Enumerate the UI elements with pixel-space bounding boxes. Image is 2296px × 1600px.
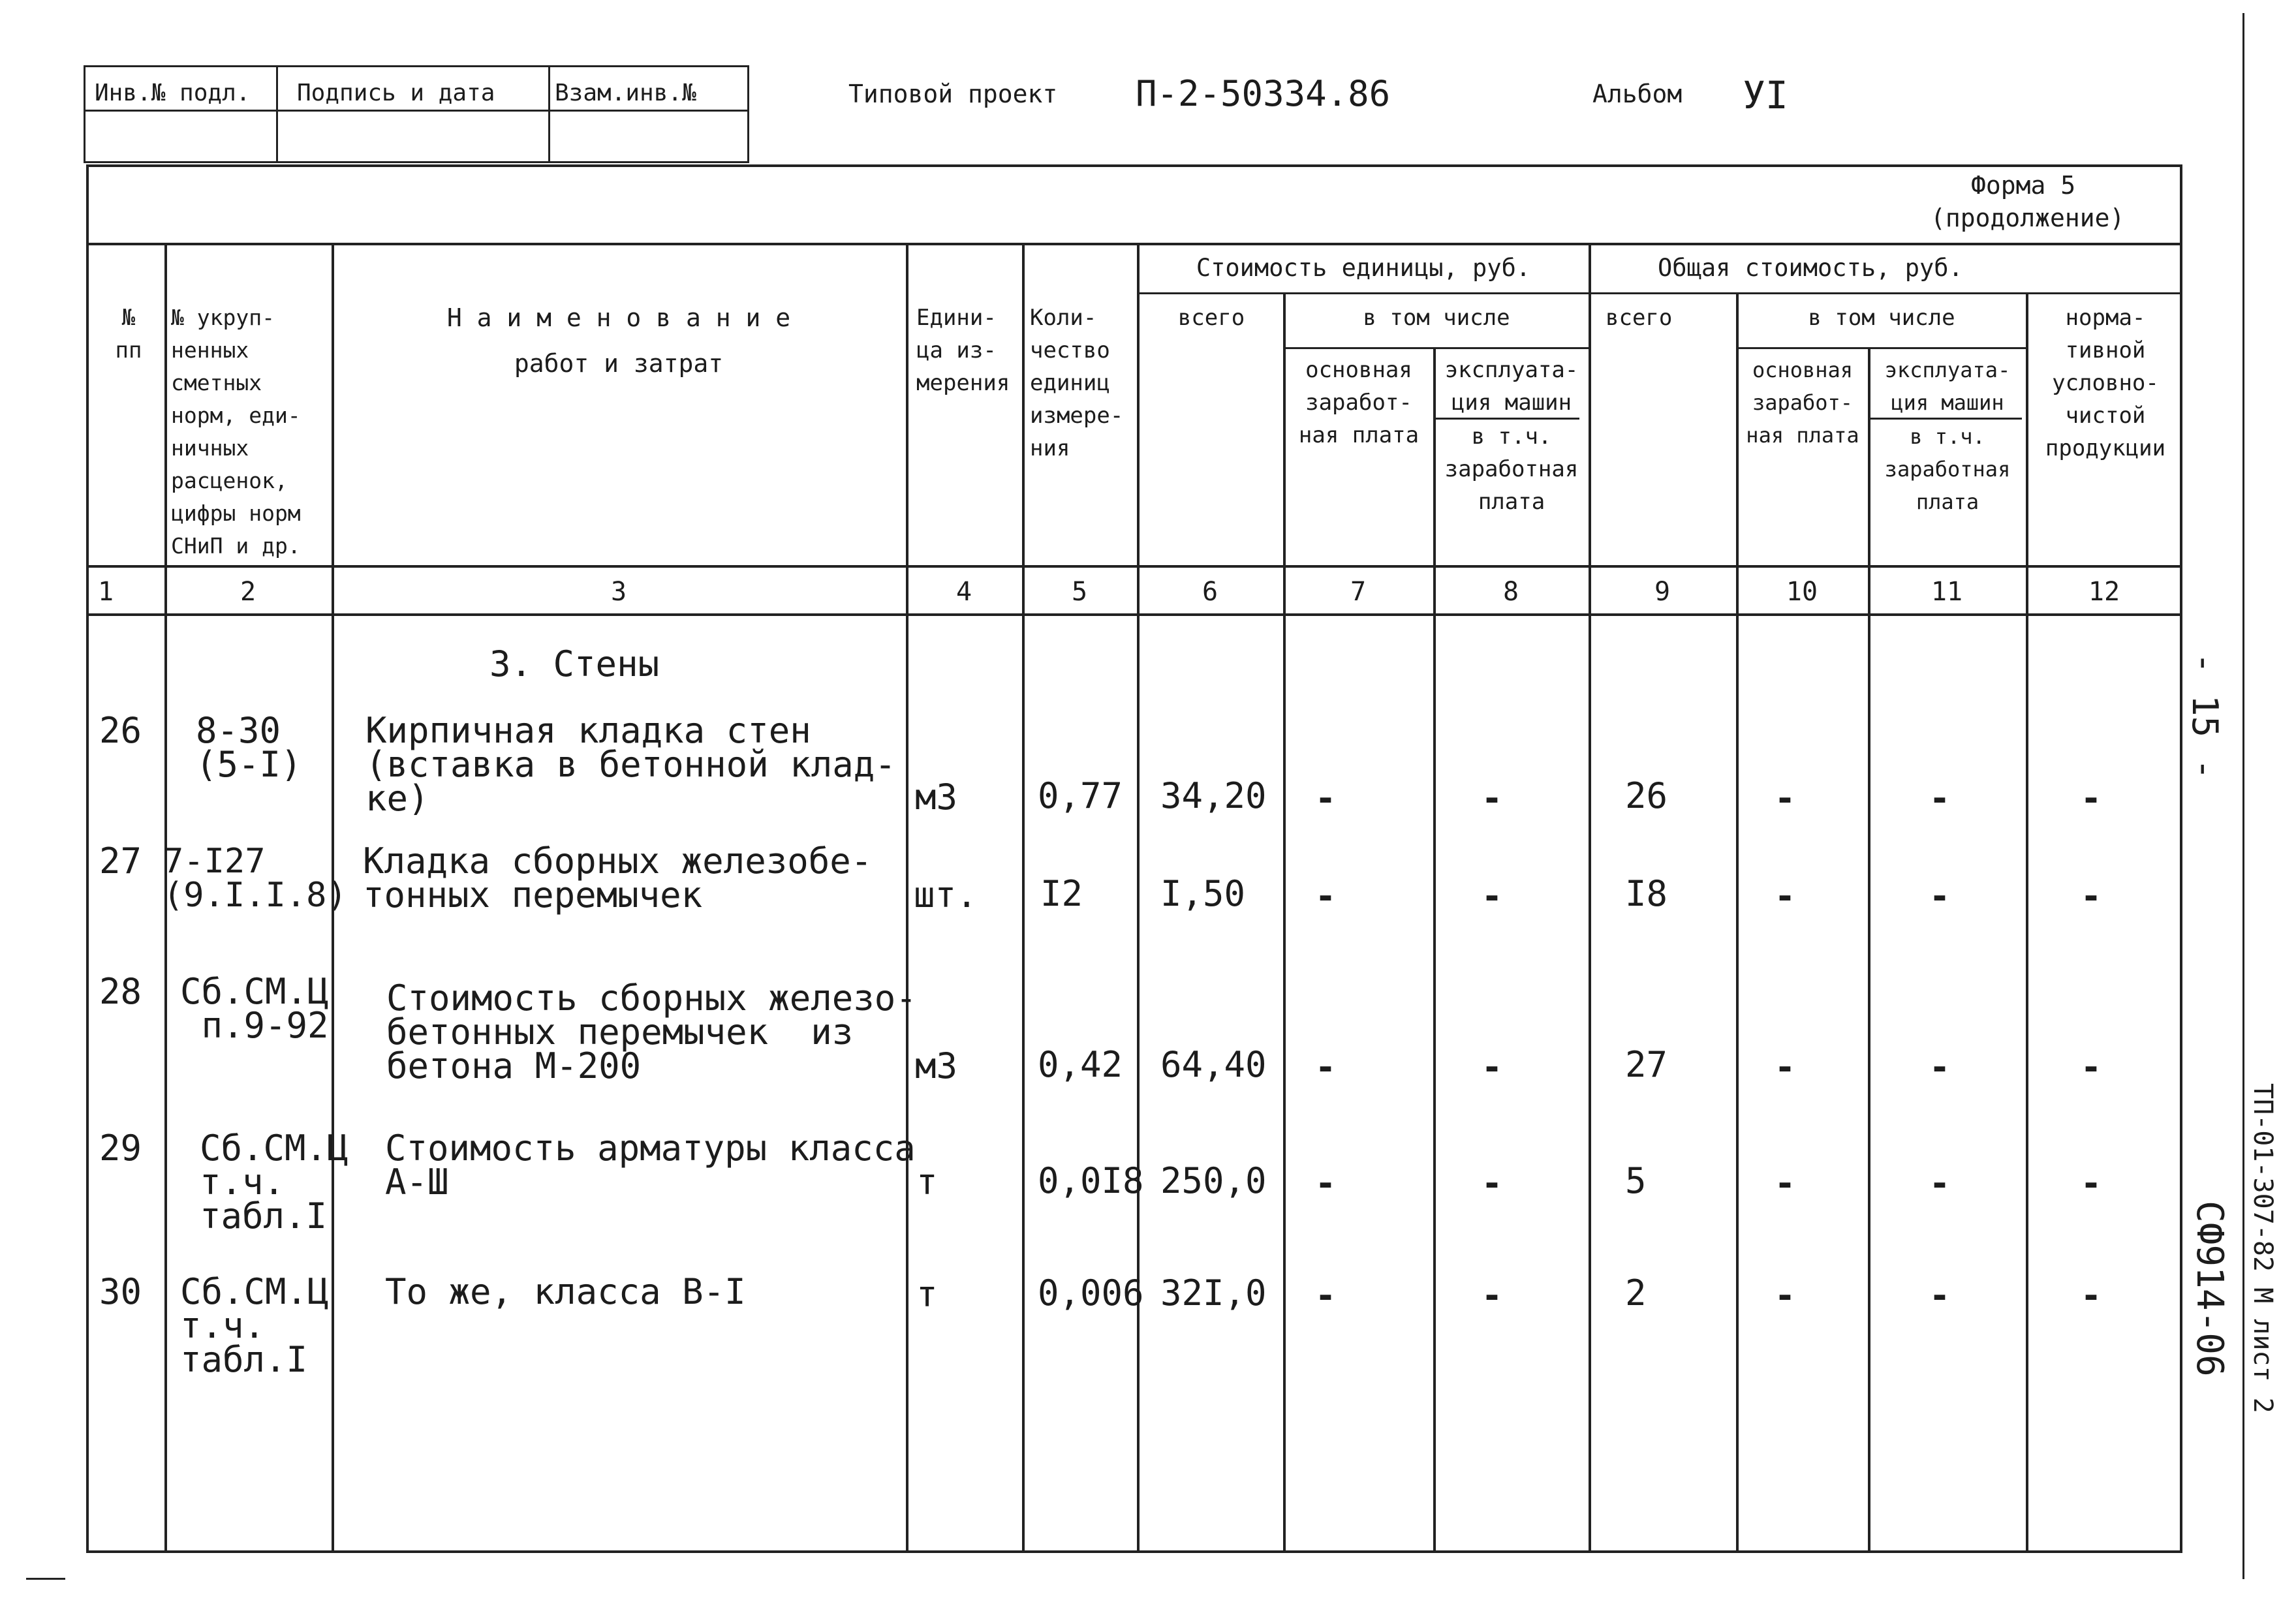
header-total-vsego: всего bbox=[1606, 305, 1673, 331]
row-unit: т bbox=[916, 1274, 938, 1315]
header-unit: Едини- ца из- мерения bbox=[916, 305, 1010, 396]
row-total: 26 bbox=[1625, 775, 1668, 816]
stamp-vzam-label: Взам.инв.№ bbox=[555, 80, 696, 106]
row-c10: - bbox=[1774, 778, 1796, 819]
row-qty: 0,42 bbox=[1038, 1044, 1123, 1085]
col-divider-5 bbox=[1137, 243, 1140, 1553]
row-qty: 0,006 bbox=[1038, 1272, 1144, 1314]
row-c11: - bbox=[1929, 778, 1951, 819]
row-c8: - bbox=[1481, 1275, 1503, 1316]
forma-label: Форма 5 bbox=[1971, 171, 2076, 200]
project-code: П-2-50334.86 bbox=[1136, 73, 1391, 114]
header-unit-vsego: всего bbox=[1177, 305, 1245, 331]
row-c8: - bbox=[1481, 1163, 1503, 1204]
column-number-12: 12 bbox=[2088, 577, 2120, 607]
row-total: 27 bbox=[1625, 1044, 1668, 1085]
row-unit-total: 250,0 bbox=[1160, 1160, 1267, 1201]
header-total-ekspl: эксплуата- ция машин bbox=[1884, 358, 2011, 415]
row-total: 5 bbox=[1625, 1160, 1647, 1201]
column-number-11: 11 bbox=[1931, 577, 1963, 607]
column-number-8: 8 bbox=[1502, 577, 1519, 607]
side-document-code: СФ914-06 bbox=[2188, 1201, 2231, 1377]
row-c11: - bbox=[1929, 1047, 1951, 1088]
row-c7: - bbox=[1314, 778, 1337, 819]
col-divider-4 bbox=[1022, 243, 1025, 1553]
bottom-left-mark bbox=[26, 1578, 65, 1580]
subgroup-rule-total bbox=[1736, 347, 2026, 349]
col-divider-10 bbox=[1868, 347, 1870, 1553]
row-total: I8 bbox=[1625, 873, 1668, 914]
row-unit-total: 34,20 bbox=[1160, 775, 1267, 816]
row-c12: - bbox=[2080, 778, 2102, 819]
row-unit: шт. bbox=[914, 874, 978, 915]
row-norm: 7-I27 (9.I.I.8) bbox=[163, 842, 347, 915]
header-unit-osnovnaya: основная заработ- ная плата bbox=[1298, 357, 1419, 448]
header-unit-zp: в т.ч. заработная плата bbox=[1444, 423, 1579, 515]
row-name: Стоимость сборных железо- бетонных перемычек из бетона М-200 bbox=[386, 977, 917, 1086]
row-c8: - bbox=[1481, 876, 1503, 917]
row-qty: 0,77 bbox=[1038, 775, 1123, 816]
col-divider-11 bbox=[2026, 292, 2028, 1553]
row-unit: м3 bbox=[915, 1045, 958, 1086]
row-c7: - bbox=[1314, 1275, 1337, 1316]
row-name: То же, класса В-I bbox=[385, 1271, 746, 1312]
row-norm: 8-30 (5-I) bbox=[196, 710, 302, 785]
stamp-inv-podl-label: Инв.№ подл. bbox=[95, 80, 251, 106]
row-unit: т bbox=[916, 1162, 938, 1203]
col-divider-3 bbox=[906, 243, 908, 1553]
row-name: Кирпичная кладка стен (вставка в бетонной клад- ке) bbox=[365, 710, 896, 819]
row-qty: I2 bbox=[1040, 873, 1083, 914]
header-total-osnovnaya: основная заработ- ная плата bbox=[1746, 358, 1859, 448]
row-c10: - bbox=[1774, 1163, 1796, 1204]
section-title: 3. Стены bbox=[489, 643, 660, 685]
header-name-sub: работ и затрат bbox=[514, 349, 724, 378]
row-unit-total: 64,40 bbox=[1160, 1044, 1267, 1085]
page-number: - 15 - bbox=[2184, 653, 2226, 780]
column-number-3: 3 bbox=[610, 577, 627, 607]
row-num: 27 bbox=[99, 840, 142, 882]
header-num: № пп bbox=[115, 305, 142, 363]
header-unit-cost-group: Стоимость единицы, руб. bbox=[1196, 254, 1531, 282]
header-name-title: Н а и м е н о в а н и е bbox=[446, 303, 791, 332]
col-divider-6 bbox=[1283, 292, 1286, 1553]
row-c12: - bbox=[2080, 1047, 2102, 1088]
col-divider-8 bbox=[1589, 243, 1591, 1553]
row-c10: - bbox=[1774, 876, 1796, 917]
forma-continuation: (продолжение) bbox=[1931, 204, 2125, 232]
column-number-5: 5 bbox=[1071, 577, 1088, 607]
column-number-9: 9 bbox=[1654, 577, 1671, 607]
row-c8: - bbox=[1481, 778, 1503, 819]
row-qty: 0,0I8 bbox=[1038, 1160, 1144, 1201]
col-divider-7 bbox=[1433, 347, 1436, 1553]
header-normativnoy: норма- тивной условно- чистой продукции bbox=[2045, 305, 2166, 461]
stamp-divider bbox=[84, 110, 749, 112]
row-num: 28 bbox=[99, 971, 142, 1012]
row-name: Стоимость арматуры класса А-Ш bbox=[385, 1128, 916, 1203]
column-number-6: 6 bbox=[1202, 577, 1218, 607]
row-c7: - bbox=[1314, 876, 1337, 917]
row-c11: - bbox=[1929, 876, 1951, 917]
row-c7: - bbox=[1314, 1047, 1337, 1088]
row-norm: Сб.СМ.Ц п.9-92 bbox=[180, 971, 329, 1046]
header-unit-ekspl: эксплуата- ция машин bbox=[1444, 357, 1579, 416]
header-total-v-tom-chisle: в том числе bbox=[1808, 305, 1955, 331]
side-sheet-reference: ТП-01-307-82 М лист 2 bbox=[2248, 1083, 2278, 1413]
row-total: 2 bbox=[1625, 1272, 1647, 1314]
header-unit-v-tom-chisle: в том числе bbox=[1363, 305, 1510, 331]
row-c10: - bbox=[1774, 1275, 1796, 1316]
header-top-rule bbox=[86, 243, 2182, 245]
col-divider-9 bbox=[1736, 292, 1739, 1553]
row-c7: - bbox=[1314, 1163, 1337, 1204]
column-number-4: 4 bbox=[955, 577, 972, 607]
row-unit-total: I,50 bbox=[1160, 873, 1246, 914]
row-c12: - bbox=[2080, 1275, 2102, 1316]
row-num: 29 bbox=[99, 1128, 142, 1169]
page-edge-line bbox=[2242, 13, 2244, 1579]
header-total-zp: в т.ч. заработная плата bbox=[1884, 424, 2011, 514]
row-norm: Сб.СМ.Ц т.ч. табл.I bbox=[180, 1271, 329, 1380]
header-norm: № укруп- ненных сметных норм, еди- ничных расценок, цифры норм СНиП и др. bbox=[171, 305, 301, 559]
row-c8: - bbox=[1481, 1047, 1503, 1088]
album-label: Альбом bbox=[1592, 80, 1683, 108]
column-number-7: 7 bbox=[1350, 577, 1367, 607]
row-num: 26 bbox=[99, 710, 142, 751]
stamp-podpis-label: Подпись и дата bbox=[297, 80, 495, 106]
header-total-cost-group: Общая стоимость, руб. bbox=[1658, 254, 1963, 282]
row-c11: - bbox=[1929, 1163, 1951, 1204]
header-qty: Коли- чество единиц измере- ния bbox=[1030, 305, 1124, 461]
subgroup-rule-unit bbox=[1283, 347, 1589, 349]
row-c12: - bbox=[2080, 1163, 2102, 1204]
row-norm: Сб.СМ.Ц т.ч. табл.I bbox=[200, 1128, 349, 1237]
row-c10: - bbox=[1774, 1047, 1796, 1088]
row-c12: - bbox=[2080, 876, 2102, 917]
row-c11: - bbox=[1929, 1275, 1951, 1316]
column-number-1: 1 bbox=[97, 577, 114, 607]
column-number-10: 10 bbox=[1786, 577, 1818, 607]
column-number-2: 2 bbox=[240, 577, 256, 607]
row-unit: м3 bbox=[915, 777, 958, 818]
tipovoy-proekt-label: Типовой проект bbox=[848, 80, 1058, 108]
row-unit-total: 32I,0 bbox=[1160, 1272, 1267, 1314]
row-name: Кладка сборных железобе- тонных перемычек bbox=[363, 840, 873, 915]
album-number: УI bbox=[1743, 73, 1788, 117]
row-num: 30 bbox=[99, 1271, 142, 1312]
